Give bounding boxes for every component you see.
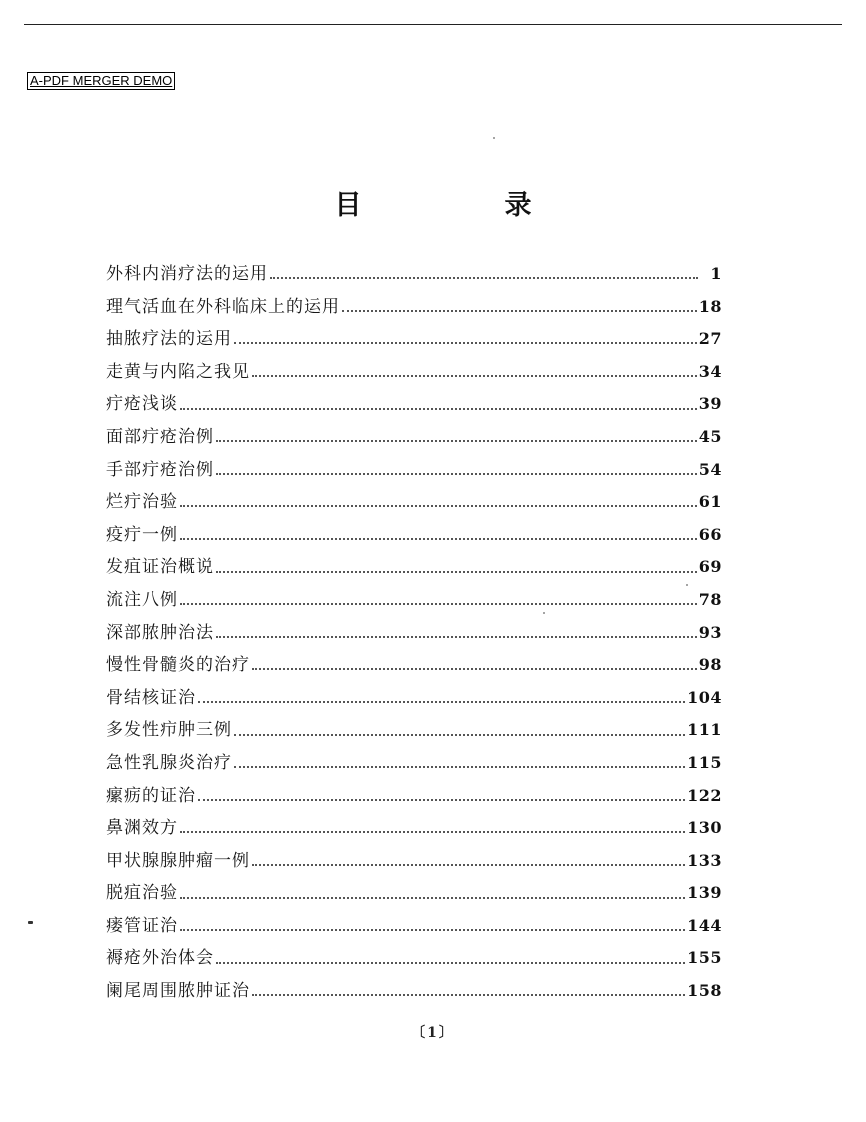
toc-entry[interactable] — [106, 291, 722, 324]
toc-entry-title: 走黄与内陷之我见 — [106, 361, 250, 382]
toc-entry-title: 烂疔治验 — [106, 492, 178, 513]
toc-entry-page: 122 — [687, 785, 722, 805]
scan-speck — [493, 137, 495, 139]
toc-entry[interactable] — [106, 323, 722, 356]
toc-entry[interactable] — [106, 258, 722, 291]
toc-entry-title: 多发性疖肿三例 — [106, 720, 232, 741]
dot-leader — [252, 844, 685, 866]
toc-entry-page: 27 — [698, 329, 722, 349]
dot-leader — [252, 648, 697, 670]
top-rule — [24, 24, 842, 25]
dot-leader — [216, 453, 697, 475]
toc-entry-title: 抽脓疗法的运用 — [106, 329, 232, 350]
watermark-label: A-PDF MERGER DEMO — [27, 72, 175, 90]
toc-entry[interactable] — [106, 747, 722, 780]
toc-entry[interactable] — [106, 356, 722, 389]
dot-leader — [252, 974, 685, 996]
toc-entry-page: 104 — [687, 687, 722, 707]
toc-entry[interactable] — [106, 975, 722, 1008]
toc-entry-title: 发疽证治概说 — [106, 557, 214, 578]
toc-entry-page: 144 — [687, 915, 722, 935]
dot-leader — [342, 290, 697, 312]
toc-entry-title: 褥疮外治体会 — [106, 948, 214, 969]
toc-entry-page: 34 — [698, 361, 722, 381]
toc-entry[interactable] — [106, 812, 722, 845]
toc-entry-title: 急性乳腺炎治疗 — [106, 752, 232, 773]
toc-entry-page: 155 — [687, 948, 722, 968]
toc-entry[interactable] — [106, 682, 722, 715]
toc-entry-page: 18 — [698, 296, 722, 316]
toc-entry[interactable] — [106, 845, 722, 878]
toc-entry[interactable] — [106, 454, 722, 487]
toc-entry[interactable] — [106, 617, 722, 650]
toc-entry-title: 骨结核证治 — [106, 687, 196, 708]
dot-leader — [234, 714, 685, 736]
toc-entry-page: 98 — [698, 655, 722, 675]
toc-entry[interactable] — [106, 519, 722, 552]
dot-leader — [180, 811, 685, 833]
toc-entry-page: 45 — [698, 426, 722, 446]
dot-leader — [180, 388, 697, 410]
dot-leader — [180, 909, 685, 931]
dot-leader — [216, 616, 697, 638]
scan-speck — [686, 584, 688, 586]
dot-leader — [198, 681, 685, 703]
toc-entry-page: 115 — [687, 752, 722, 772]
dot-leader — [180, 485, 697, 507]
toc-entry-page: 78 — [698, 589, 722, 609]
toc-entry-title: 甲状腺腺肿瘤一例 — [106, 850, 250, 871]
dot-leader — [234, 322, 697, 344]
dot-leader — [270, 257, 698, 279]
toc-entry-title: 流注八例 — [106, 589, 178, 610]
toc-entry[interactable] — [106, 877, 722, 910]
table-of-contents — [106, 258, 722, 1008]
toc-entry-title: 面部疔疮治例 — [106, 426, 214, 447]
scan-speck — [543, 612, 545, 614]
toc-entry-page: 69 — [698, 557, 722, 577]
toc-entry[interactable] — [106, 486, 722, 519]
dot-leader — [180, 518, 697, 540]
toc-entry[interactable] — [106, 551, 722, 584]
toc-entry-page: 61 — [698, 492, 722, 512]
toc-entry[interactable] — [106, 910, 722, 943]
toc-entry[interactable] — [106, 714, 722, 747]
toc-entry-page: 139 — [687, 883, 722, 903]
toc-entry[interactable] — [106, 942, 722, 975]
toc-entry-page: 111 — [687, 720, 722, 740]
page-number: 〔1〕 — [411, 1025, 455, 1041]
toc-entry-title: 疫疔一例 — [106, 524, 178, 545]
toc-entry[interactable] — [106, 780, 722, 813]
page-title: 目 录 — [334, 190, 590, 221]
toc-entry-page: 66 — [698, 524, 722, 544]
dot-leader — [216, 942, 685, 964]
toc-entry-title: 深部脓肿治法 — [106, 622, 214, 643]
toc-entry-page: 158 — [687, 981, 722, 1001]
toc-entry[interactable] — [106, 388, 722, 421]
toc-entry-page: 133 — [687, 850, 722, 870]
dot-leader — [252, 355, 697, 377]
toc-entry-title: 瘘管证治 — [106, 915, 178, 936]
dot-leader — [216, 420, 697, 442]
dot-leader — [234, 746, 685, 768]
toc-entry-title: 疔疮浅谈 — [106, 394, 178, 415]
toc-entry-title: 慢性骨髓炎的治疗 — [106, 655, 250, 676]
toc-entry-title: 外科内消疗法的运用 — [106, 264, 268, 284]
toc-entry-title: 手部疔疮治例 — [106, 459, 214, 480]
toc-entry[interactable] — [106, 584, 722, 617]
toc-entry-title: 阑尾周围脓肿证治 — [106, 981, 250, 1002]
toc-entry-page: 39 — [698, 394, 722, 414]
toc-entry-page: 1 — [710, 264, 722, 283]
scan-speck — [28, 921, 33, 924]
toc-entry-title: 脱疽治验 — [106, 883, 178, 904]
dot-leader — [180, 877, 685, 899]
toc-entry-page: 130 — [687, 818, 722, 838]
dot-leader — [180, 583, 697, 605]
toc-entry-page: 93 — [698, 622, 722, 642]
toc-entry-page: 54 — [698, 459, 722, 479]
dot-leader — [198, 779, 685, 801]
toc-entry-title: 瘰疬的证治 — [106, 785, 196, 806]
dot-leader — [216, 551, 697, 573]
toc-entry-title: 理气活血在外科临床上的运用 — [106, 296, 340, 317]
toc-entry[interactable] — [106, 649, 722, 682]
toc-entry-title: 鼻渊效方 — [106, 818, 178, 839]
toc-entry[interactable] — [106, 421, 722, 454]
